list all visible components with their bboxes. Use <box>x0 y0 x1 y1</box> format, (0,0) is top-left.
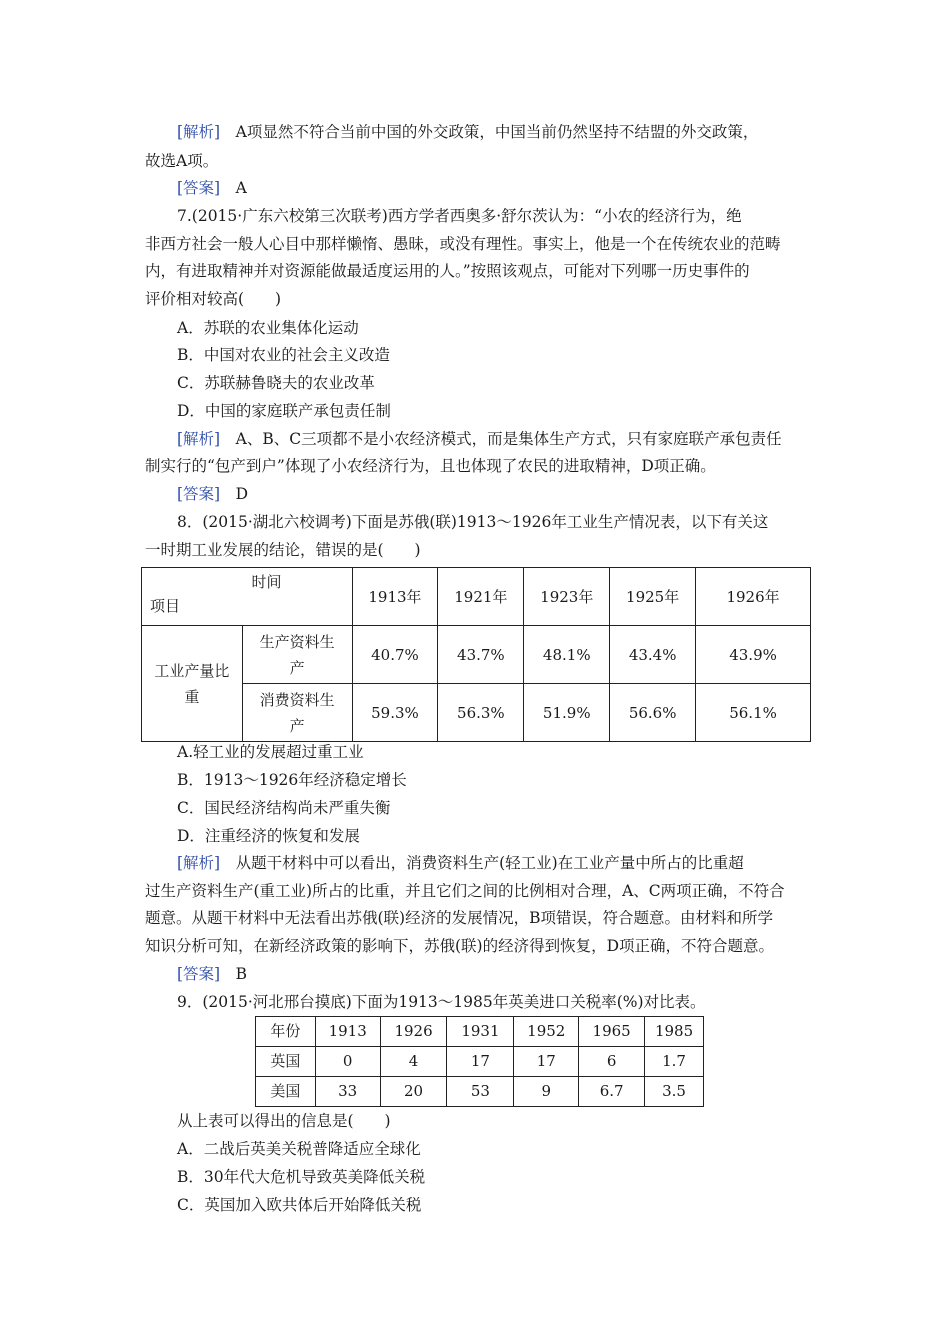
answer-tag: [答案] <box>177 965 221 983</box>
year-header: 1923年 <box>524 568 610 626</box>
row-label-line1: 消费资料生 <box>259 690 335 709</box>
q7-stem-line2: 非西方社会一般人心目中那样懒惰、愚昧，或没有理性。事实上，他是一个在传统农业的范畴 <box>145 235 781 253</box>
analysis-tag: [解析] <box>177 123 221 141</box>
q8-option-d: D．注重经济的恢复和发展 <box>177 827 360 845</box>
q9-stem-line1: 9．(2015·河北邢台摸底)下面为1913～1985年英美进口关税率(%)对比表。 <box>177 993 706 1011</box>
table-cell: 51.9% <box>524 684 610 742</box>
diag-header-item: 项目 <box>150 596 181 615</box>
table-cell: 17 <box>447 1047 514 1077</box>
table-cell: 48.1% <box>524 626 610 684</box>
table-cell: 53 <box>447 1077 514 1107</box>
year-header: 1921年 <box>438 568 524 626</box>
q7-option-b: B．中国对农业的社会主义改造 <box>177 346 390 364</box>
year-header: 1925年 <box>610 568 696 626</box>
group-label-line1: 工业产量比 <box>154 661 230 680</box>
q9-option-a: A．二战后英美关税普降适应全球化 <box>177 1140 421 1158</box>
q9-option-c: C．英国加入欧共体后开始降低关税 <box>177 1196 422 1214</box>
table-cell: 40.7% <box>352 626 438 684</box>
q8-answer <box>177 963 247 985</box>
table-cell: 0 <box>315 1047 380 1077</box>
table-cell: 56.6% <box>610 684 696 742</box>
answer-tag: [答案] <box>177 485 221 503</box>
q8-analysis-line1 <box>177 852 744 874</box>
table-cell: 43.9% <box>696 626 811 684</box>
diag-header-time: 时间 <box>251 572 282 591</box>
year-header: 1913年 <box>352 568 438 626</box>
analysis-tag: [解析] <box>177 430 221 448</box>
q6-analysis-line1 <box>177 121 758 143</box>
table-cell: 43.7% <box>438 626 524 684</box>
table-cell: 3.5 <box>645 1077 704 1107</box>
tariff-table <box>255 1016 704 1107</box>
q7-stem-line4: 评价相对较高( ) <box>145 290 282 308</box>
row-label-line2: 产 <box>289 716 305 735</box>
group-label-line2: 重 <box>184 687 200 706</box>
analysis-text: A项显然不符合当前中国的外交政策，中国当前仍然坚持不结盟的外交政策， <box>235 123 759 141</box>
table-header-cell: 1985 <box>645 1017 704 1047</box>
table-cell: 美国 <box>256 1077 316 1107</box>
analysis-text: 从题干材料中可以看出，消费资料生产(轻工业)在工业产量中所占的比重超 <box>235 854 744 872</box>
table-cell: 56.1% <box>696 684 811 742</box>
table-header-cell: 1913 <box>315 1017 380 1047</box>
table-cell: 59.3% <box>352 684 438 742</box>
table-header-cell: 1965 <box>579 1017 645 1047</box>
table-cell: 33 <box>315 1077 380 1107</box>
table-cell: 43.4% <box>610 626 696 684</box>
q7-stem-line1: 7.(2015·广东六校第三次联考)西方学者西奥多·舒尔茨认为：“小农的经济行为，绝 <box>177 207 742 225</box>
table-cell: 9 <box>514 1077 579 1107</box>
row-label-cell <box>242 684 352 742</box>
table-cell: 20 <box>380 1077 447 1107</box>
analysis-text: A、B、C三项都不是小农经济模式，而是集体生产方式，只有家庭联产承包责任 <box>235 430 782 448</box>
table-cell: 17 <box>514 1047 579 1077</box>
q7-analysis-line1 <box>177 428 782 450</box>
table-cell: 4 <box>380 1047 447 1077</box>
year-header: 1926年 <box>696 568 811 626</box>
answer-value: D <box>235 485 249 503</box>
q9-option-b: B．30年代大危机导致英美降低关税 <box>177 1168 426 1186</box>
row-label-cell <box>242 626 352 684</box>
q7-stem-line3: 内，有进取精神并对资源能做最适度运用的人。”按照该观点，可能对下列哪一历史事件的 <box>145 262 750 280</box>
table-header-cell: 1952 <box>514 1017 579 1047</box>
table-cell: 6.7 <box>579 1077 645 1107</box>
analysis-tag: [解析] <box>177 854 221 872</box>
q8-option-c: C．国民经济结构尚未严重失衡 <box>177 799 391 817</box>
q8-analysis-line2: 过生产资料生产(重工业)所占的比重，并且它们之间的比例相对合理，A、C两项正确，不符合 <box>145 882 785 900</box>
soviet-industry-table <box>141 567 811 742</box>
q8-analysis-line3: 题意。从题干材料中无法看出苏俄(联)经济的发展情况，B项错误，符合题意。由材料和所学 <box>145 909 773 927</box>
q8-option-b: B．1913～1926年经济稳定增长 <box>177 771 407 789</box>
q7-answer <box>177 483 248 505</box>
q6-answer <box>177 177 247 199</box>
q8-analysis-line4: 知识分析可知，在新经济政策的影响下，苏俄(联)的经济得到恢复，D项正确，不符合题意。 <box>145 937 775 955</box>
table-cell: 英国 <box>256 1047 316 1077</box>
q8-stem-line1: 8．(2015·湖北六校调考)下面是苏俄(联)1913～1926年工业生产情况表，以下有关这 <box>177 513 769 531</box>
q9-question: 从上表可以得出的信息是( ) <box>177 1112 391 1130</box>
answer-value: A <box>235 179 247 197</box>
q7-analysis-line2: 制实行的“包产到户”体现了小农经济行为，且也体现了农民的进取精神，D项正确。 <box>145 457 716 475</box>
table-cell: 1.7 <box>645 1047 704 1077</box>
q8-option-a: A.轻工业的发展超过重工业 <box>177 743 364 761</box>
table-cell: 6 <box>579 1047 645 1077</box>
table-header-cell: 1931 <box>447 1017 514 1047</box>
q7-option-d: D．中国的家庭联产承包责任制 <box>177 402 391 420</box>
table-header-cell: 1926 <box>380 1017 447 1047</box>
diagonal-header-cell <box>142 568 353 626</box>
answer-tag: [答案] <box>177 179 221 197</box>
group-label-cell <box>142 626 243 742</box>
q6-analysis-line2: 故选A项。 <box>145 152 219 170</box>
q7-option-a: A．苏联的农业集体化运动 <box>177 319 359 337</box>
q8-stem-line2: 一时期工业发展的结论，错误的是( ) <box>145 541 421 559</box>
answer-value: B <box>235 965 248 983</box>
table-header-cell: 年份 <box>256 1017 316 1047</box>
row-label-line2: 产 <box>289 658 305 677</box>
q7-option-c: C．苏联赫鲁晓夫的农业改革 <box>177 374 375 392</box>
table-cell: 56.3% <box>438 684 524 742</box>
row-label-line1: 生产资料生 <box>259 632 335 651</box>
